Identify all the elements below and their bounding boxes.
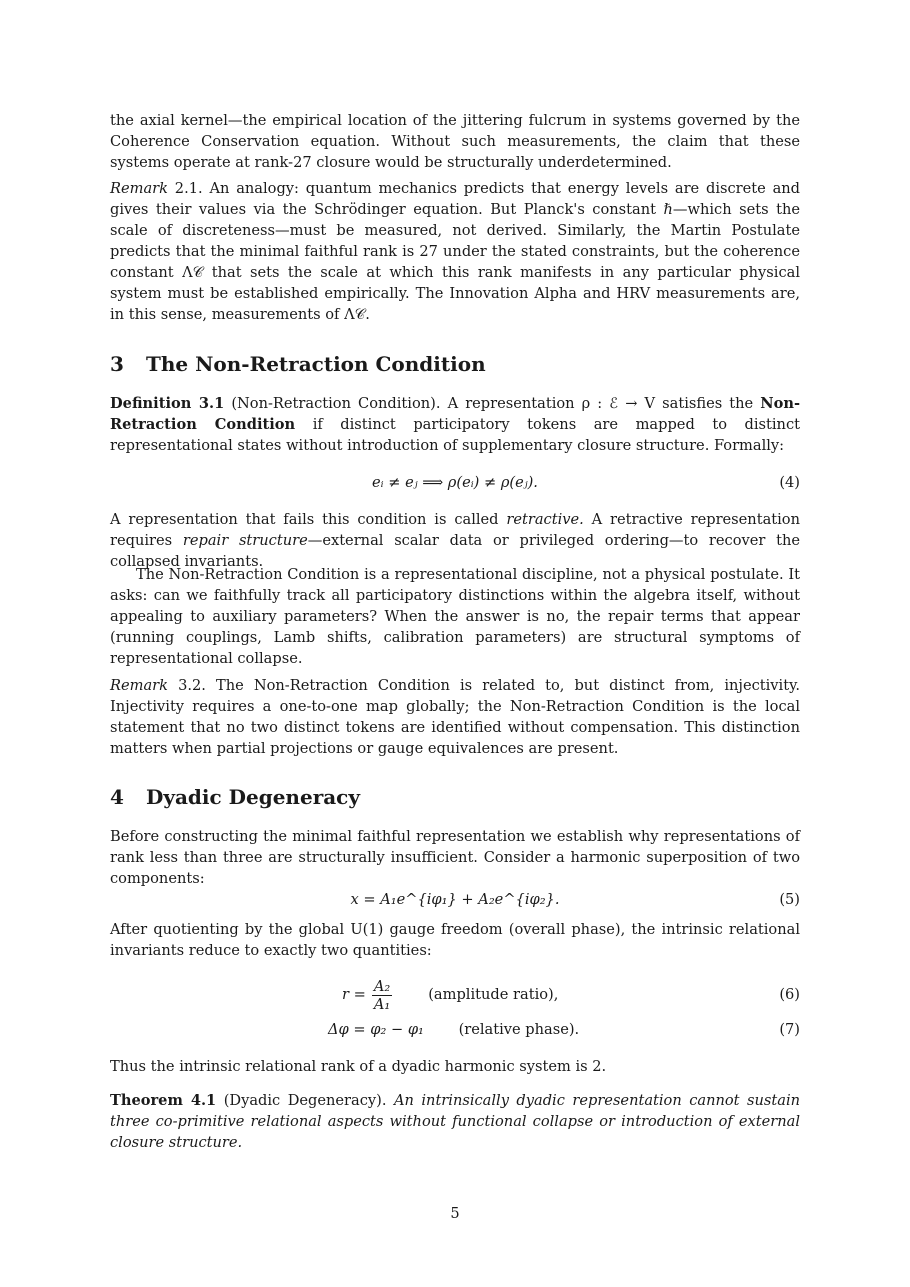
equation-7 — [110, 1018, 800, 1042]
discipline-text: The Non-Retraction Condition is a representational discipline, not a physical postulate. It asks: can we faithfully track all participatory distinctions within the algebra itself, without appealing to auxiliary parameters? When the answer is no, the repair terms that appear (running couplings, Lamb shifts, calibration parameters) are structural symptoms of representational collapse. — [110, 566, 800, 667]
theorem-4-1 — [110, 1090, 800, 1153]
discipline-paragraph — [110, 564, 800, 669]
definition-3-1 — [110, 393, 800, 456]
remark-label: Remark — [110, 677, 168, 694]
rank-paragraph — [110, 1056, 800, 1077]
definition-label: Definition 3.1 — [110, 395, 225, 412]
equation-7-tag: (7) — [779, 1021, 800, 1038]
equation-5-tag: (5) — [779, 891, 800, 908]
equation-4 — [110, 471, 800, 495]
section-4-heading — [110, 784, 800, 810]
dyadic-intro-paragraph — [110, 826, 800, 889]
theorem-label: Theorem 4.1 — [110, 1092, 217, 1109]
retractive-text-a: A representation that fails this condition is called — [110, 511, 499, 528]
remark-3-2 — [110, 675, 800, 759]
equation-6-note: (amplitude ratio), — [428, 986, 559, 1003]
retractive-paragraph — [110, 509, 800, 572]
remark-number: 3.2. — [178, 677, 206, 694]
retractive-term: retractive. — [506, 511, 584, 528]
section-3-heading — [110, 351, 800, 377]
section-title: The Non-Retraction Condition — [146, 352, 486, 376]
intro-paragraph — [110, 110, 800, 173]
retractive-text-c: —external scalar data or privileged ordering—to recover the collapsed invariants. — [110, 532, 801, 570]
theorem-name: (Dyadic Degeneracy). — [223, 1092, 387, 1109]
definition-term: Non-Retraction Condition — [110, 395, 801, 433]
remark-text: The Non-Retraction Condition is related to, but distinct from, injectivity. Injectivity requires a one-to-one map globally; the Non-Retraction Condition is the local statement that no two distinct tokens are identified without compensation. This distinction matters when partial projections or gauge equivalences are present. — [110, 677, 801, 757]
definition-text-a: A representation ρ : ℰ → V satisfies the — [447, 395, 754, 412]
equation-5-expr: x = A₁e^{iφ₁} + A₂e^{iφ₂}. — [350, 891, 560, 908]
repair-structure-term: repair structure — [182, 532, 308, 549]
section-title: Dyadic Degeneracy — [146, 785, 360, 809]
equation-7-note: (relative phase). — [458, 1021, 580, 1038]
definition-text-b: if distinct participatory tokens are mapped to distinct representational states without introduction of supplementary closure structure. Formally: — [110, 416, 800, 454]
section-number: 4 — [110, 785, 124, 809]
equation-5 — [110, 888, 800, 912]
equation-7-body — [328, 1018, 579, 1042]
equation-6-body — [342, 975, 558, 1015]
remark-text: An analogy: quantum mechanics predicts that energy levels are discrete and gives their values via the Schrödinger equation. But Planck's constant ℏ—which sets the scale of discreteness—must be measured, not derived. Similarly, the Martin Postulate predicts that the minimal faithful rank is 27 under the stated constraints, but the coherence constant Λ𝒞 that sets the scale at which this rank manifests in any particular physical system must be established empirically. The Innovation Alpha and HRV measurements are, in this sense, measurements of Λ𝒞. — [110, 180, 801, 323]
remark-label: Remark — [110, 180, 168, 197]
fraction-numerator: A₂ — [373, 977, 391, 995]
equation-6 — [110, 975, 800, 1015]
definition-name: (Non-Retraction Condition). — [231, 395, 441, 412]
page-number: 5 — [450, 1205, 460, 1222]
equation-4-expr: eᵢ ≠ eⱼ ⟹ ρ(eᵢ) ≠ ρ(eⱼ). — [372, 474, 538, 491]
intro-text: the axial kernel—the empirical location of the jittering fulcrum in systems governed by the Coherence Conservation equation. Without such measurements, the claim that these systems operate at rank-27 closure would be structurally underdetermined. — [110, 112, 800, 171]
quotient-paragraph — [110, 919, 800, 961]
equation-6-tag: (6) — [779, 986, 800, 1003]
section-number: 3 — [110, 352, 124, 376]
fraction-denominator: A₁ — [373, 995, 391, 1013]
remark-number: 2.1. — [174, 180, 203, 197]
theorem-text: An intrinsically dyadic representation cannot sustain three co-primitive relational aspects without functional collapse or introduction of external closure structure. — [110, 1092, 801, 1151]
retractive-text-b: A retractive representation requires — [110, 511, 800, 549]
remark-2-1 — [110, 178, 800, 325]
equation-6-lhs: r = — [342, 986, 366, 1003]
equation-4-tag: (4) — [779, 474, 800, 491]
equation-7-expr: Δφ = φ₂ − φ₁ — [328, 1021, 424, 1038]
equation-6-fraction — [372, 978, 392, 1013]
rank-text: Thus the intrinsic relational rank of a dyadic harmonic system is 2. — [110, 1058, 607, 1075]
dyadic-intro-text: Before constructing the minimal faithful representation we establish why representations of rank less than three are structurally insufficient. Consider a harmonic superposition of two components: — [110, 828, 800, 887]
quotient-text: After quotienting by the global U(1) gauge freedom (overall phase), the intrinsic relational invariants reduce to exactly two quantities: — [110, 921, 800, 959]
